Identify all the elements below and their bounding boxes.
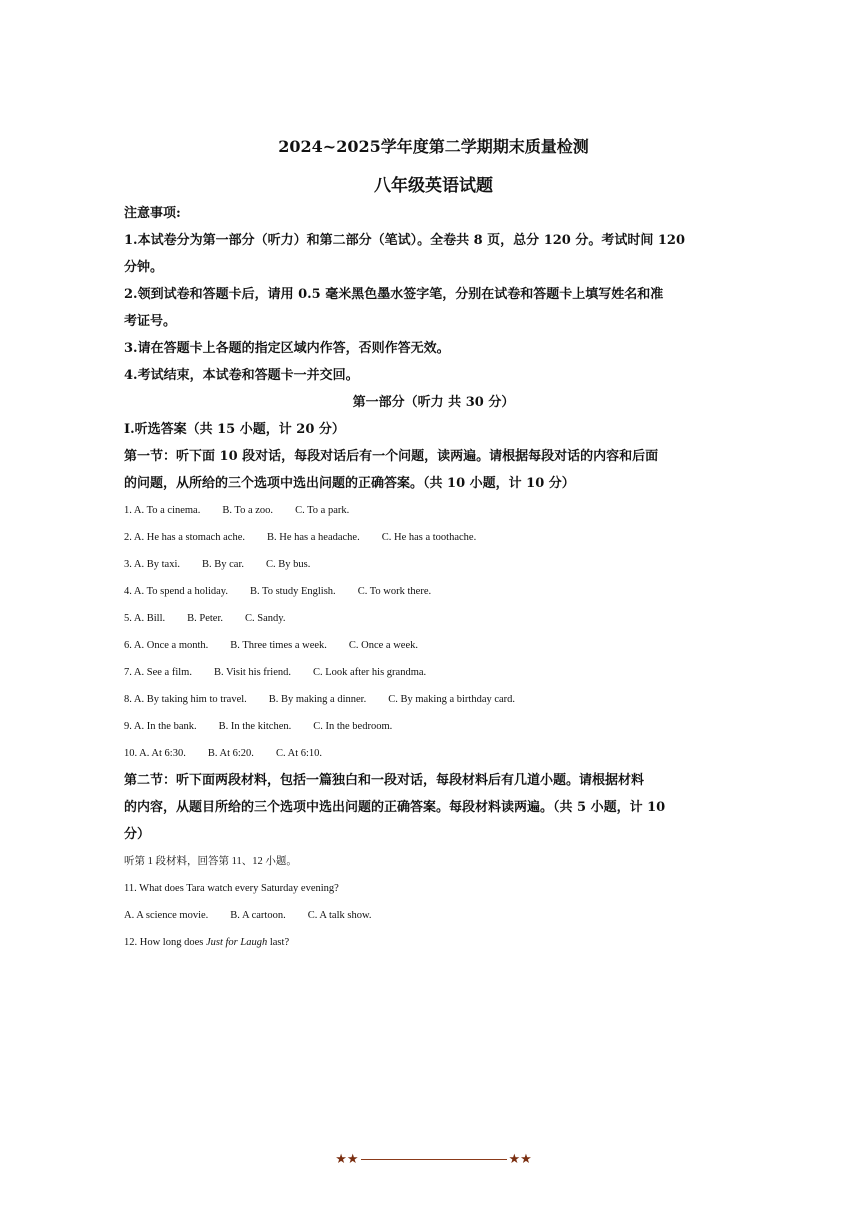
question-2 [124,524,498,551]
jie1-instruction-b: 的问题，从所给的三个选项中选出问题的正确答案。（共 10 小题，计 10 分） [124,476,575,491]
program-title: Just for Laugh [205,937,268,948]
option-a: 6. A. Once a month. [124,640,209,651]
option-b: B. At 6:20. [207,748,254,759]
star-icon: ★★ [335,1152,359,1167]
option-a: 5. A. Bill. [124,613,166,624]
question-12-post: last? [267,937,290,948]
option-c: C. By bus. [266,559,311,570]
section1-heading: Ⅰ.听选答案（共 15 小题，计 20 分） [124,422,345,437]
question-8 [124,686,537,713]
option-b: B. Three times a week. [230,640,327,651]
option-b: B. By car. [202,559,245,570]
option-a: 7. A. See a film. [124,667,192,678]
exam-title: 2024~2025学年度第二学期期末质量检测 [278,137,589,156]
jie2-instruction-c: 分） [124,827,151,842]
option-b: B. Peter. [187,613,224,624]
part1-heading: 第一部分（听力 共 30 分） [352,395,515,410]
option-c: C. At 6:10. [275,748,323,759]
option-c: C. Once a week. [348,640,418,651]
option-c: C. By making a birthday card. [388,694,516,705]
note-2b: 考证号。 [124,314,177,329]
option-a: 4. A. To spend a holiday. [124,586,228,597]
option-c: C. He has a toothache. [381,532,477,543]
question-4 [124,578,453,605]
question-7 [124,659,448,686]
option-b: B. He has a headache. [267,532,360,543]
question-3 [124,551,332,578]
question-11-options [124,902,394,929]
option-a: 3. A. By taxi. [124,559,181,570]
option-a: A. A science movie. [124,910,209,921]
note-1a: 1.本试卷分为第一部分（听力）和第二部分（笔试）。全卷共 8 页，总分 120 分。考试时间 120 [124,233,686,248]
question-1 [124,497,371,524]
option-c: C. In the bedroom. [313,721,393,732]
option-c: C. Look after his grandma. [313,667,427,678]
option-c: C. A talk show. [307,910,372,921]
option-a: 1. A. To a cinema. [124,505,201,516]
option-b: B. In the kitchen. [218,721,292,732]
option-b: B. A cartoon. [230,910,286,921]
question-6 [124,632,440,659]
note-1b: 分钟。 [124,260,164,275]
question-12-pre: 12. How long does [124,937,206,948]
option-a: 10. A. At 6:30. [124,748,186,759]
option-a: 2. A. He has a stomach ache. [124,532,246,543]
note-4: 4.考试结束，本试卷和答题卡一并交回。 [124,368,359,383]
jie2-instruction-b: 的内容，从题目所给的三个选项中选出问题的正确答案。每段材料读两遍。（共 5 小题，计 10 [124,800,666,815]
option-b: B. To a zoo. [222,505,274,516]
jie2-instruction-a: 第二节：听下面两段材料，包括一篇独白和一段对话，每段材料后有几道小题。请根据材料 [124,773,645,788]
option-c: C. To a park. [295,505,350,516]
star-icon: ★★ [508,1152,532,1167]
question-12 [124,929,289,956]
note-3: 3.请在答题卡上各题的指定区域内作答，否则作答无效。 [124,341,450,356]
exam-subtitle: 八年级英语试题 [374,176,493,196]
question-10 [124,740,344,767]
note-2a: 2.领到试卷和答题卡后，请用 0.5 毫米黑色墨水签字笔，分别在试卷和答题卡上填写姓名和准 [124,287,664,302]
option-b: B. Visit his friend. [213,667,292,678]
question-11: 11. What does Tara watch every Saturday evening? [124,883,339,894]
material-1-label: 听第 1 段材料，回答第 11、12 小题。 [124,856,297,867]
option-a: 8. A. By taking him to travel. [124,694,247,705]
question-9 [124,713,414,740]
option-c: C. To work there. [357,586,432,597]
option-c: C. Sandy. [245,613,286,624]
notes-heading: 注意事项: [124,206,181,221]
question-5 [124,605,307,632]
option-b: B. By making a dinner. [268,694,367,705]
option-b: B. To study English. [249,586,336,597]
option-a: 9. A. In the bank. [124,721,197,732]
page-footer-ornament [0,1152,867,1167]
divider-line [361,1159,507,1160]
jie1-instruction-a: 第一节：听下面 10 段对话，每段对话后有一个问题，读两遍。请根据每段对话的内容和后面 [124,449,659,464]
